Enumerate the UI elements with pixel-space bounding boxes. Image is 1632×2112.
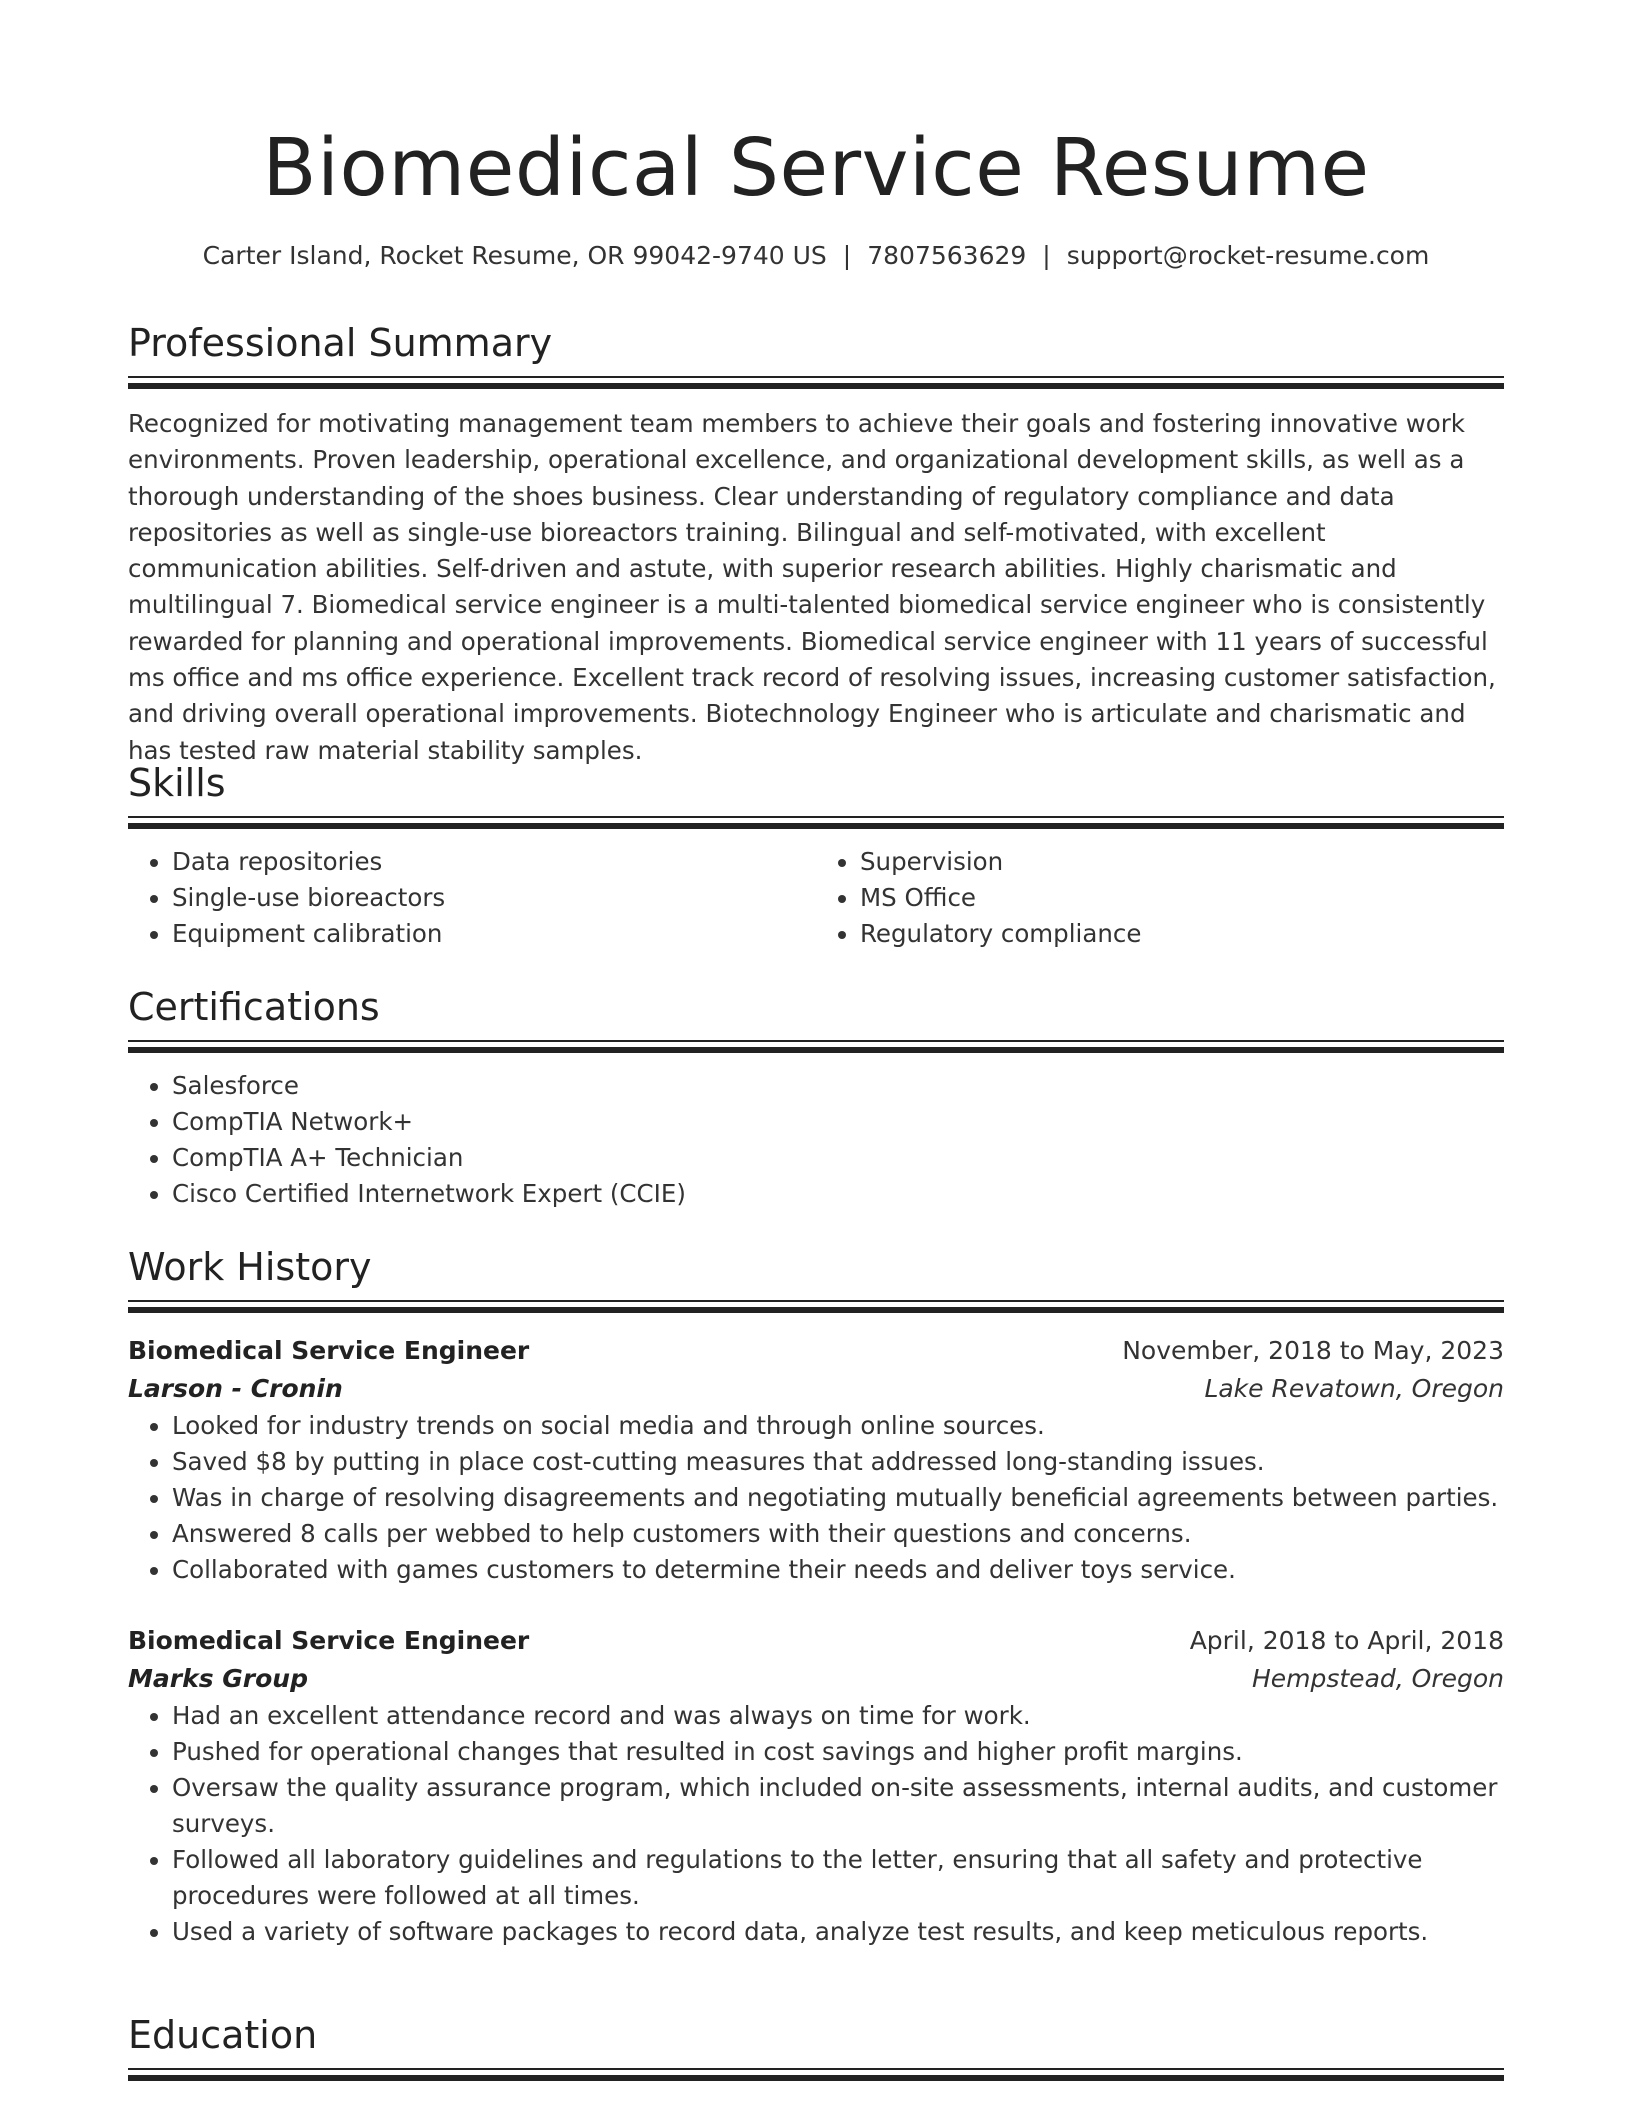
job-location: Hempstead, Oregon — [1251, 1664, 1504, 1693]
job-header — [128, 1622, 1504, 1660]
skills-columns — [128, 844, 1504, 952]
skill-item: • Supervision — [860, 844, 1504, 880]
job-entry — [128, 1622, 1504, 1950]
job-company: Larson - Cronin — [128, 1374, 343, 1403]
summary-text: Recognized for motivating management team members to achieve their goals and fostering innovative work environments. Proven leadership, operational excellence, and organizational development skills, as well as a thorough understanding of the shoes business. Clear understanding of regulatory compliance and data repositories as well as single-use bioreactors training. Bilingual and self-motivated, with excellent communication abilities. Self-driven and astute, with superior research abilities. Highly charismatic and multilingual 7. Biomedical service engineer is a multi-talented biomedical service engineer who is consistently rewarded for planning and operational improvements. Biomedical service engineer with 11 years of successful ms office and ms office experience. Excellent track record of resolving issues, increasing customer satisfaction, and driving overall operational improvements. Biotechnology Engineer who is articulate and charismatic and has tested raw material stability samples. — [128, 409, 1496, 765]
skills-list-right — [816, 844, 1504, 952]
contact-line — [128, 238, 1504, 274]
contact-separator: | — [842, 241, 852, 270]
job-duty: • Followed all laboratory guidelines and regulations to the letter, ensuring that all safety and protective procedures were followed at all times. — [172, 1842, 1504, 1914]
certifications-list — [128, 1068, 1504, 1212]
skill-item: • Data repositories — [172, 844, 816, 880]
section-divider — [128, 1040, 1504, 1054]
skills-section — [128, 758, 1504, 952]
skills-list-left — [128, 844, 816, 952]
job-duty: • Collaborated with games customers to determine their needs and deliver toys service. — [172, 1552, 1504, 1588]
contact-phone: 7807563629 — [867, 241, 1027, 270]
skill-item: • Regulatory compliance — [860, 916, 1504, 952]
job-duty: • Pushed for operational changes that resulted in cost savings and higher profit margins. — [172, 1734, 1504, 1770]
job-dates: April, 2018 to April, 2018 — [1189, 1626, 1504, 1655]
certification-item: • CompTIA Network+ — [172, 1104, 1504, 1140]
resume-title: Biomedical Service Resume — [262, 122, 1370, 214]
skills-heading: Skills — [128, 761, 226, 805]
section-divider — [128, 376, 1504, 390]
summary-heading: Professional Summary — [128, 321, 553, 365]
job-entry — [128, 1332, 1504, 1588]
section-divider — [128, 2068, 1504, 2082]
job-location: Lake Revatown, Oregon — [1204, 1374, 1504, 1403]
summary-section — [128, 318, 1504, 769]
job-duty: • Answered 8 calls per webbed to help customers with their questions and concerns. — [172, 1516, 1504, 1552]
skill-item: • Equipment calibration — [172, 916, 816, 952]
job-duties-list — [128, 1698, 1504, 1950]
job-title: Biomedical Service Engineer — [128, 1336, 530, 1365]
certifications-heading: Certifications — [128, 985, 380, 1029]
section-divider — [128, 1300, 1504, 1314]
section-divider — [128, 816, 1504, 830]
skill-item: • MS Office — [860, 880, 1504, 916]
certification-item: • Cisco Certified Internetwork Expert (CCIE) — [172, 1176, 1504, 1212]
work-history-section — [128, 1242, 1504, 1950]
education-section — [128, 2010, 1504, 2082]
job-company: Marks Group — [128, 1664, 309, 1693]
job-subheader — [128, 1660, 1504, 1698]
job-duty: • Had an excellent attendance record and was always on time for work. — [172, 1698, 1504, 1734]
job-duty: • Saved $8 by putting in place cost-cutting measures that addressed long-standing issues. — [172, 1444, 1504, 1480]
job-duty: • Used a variety of software packages to record data, analyze test results, and keep meticulous reports. — [172, 1914, 1504, 1950]
education-heading: Education — [128, 2013, 318, 2057]
job-duty: • Was in charge of resolving disagreements and negotiating mutually beneficial agreements between parties. — [172, 1480, 1504, 1516]
work-history-heading: Work History — [128, 1245, 372, 1289]
certification-item: • Salesforce — [172, 1068, 1504, 1104]
certification-item: • CompTIA A+ Technician — [172, 1140, 1504, 1176]
job-duty: • Looked for industry trends on social media and through online sources. — [172, 1408, 1504, 1444]
job-dates: November, 2018 to May, 2023 — [1122, 1336, 1504, 1365]
contact-address: Carter Island, Rocket Resume, OR 99042-9740 US — [202, 241, 827, 270]
job-duty: • Oversaw the quality assurance program, which included on-site assessments, internal audits, and customer surveys. — [172, 1770, 1504, 1842]
skill-item: • Single-use bioreactors — [172, 880, 816, 916]
job-duties-list — [128, 1408, 1504, 1588]
contact-email: support@rocket-resume.com — [1066, 241, 1430, 270]
job-header — [128, 1332, 1504, 1370]
certifications-section — [128, 982, 1504, 1212]
contact-separator: | — [1042, 241, 1051, 270]
job-subheader — [128, 1370, 1504, 1408]
job-title: Biomedical Service Engineer — [128, 1626, 530, 1655]
